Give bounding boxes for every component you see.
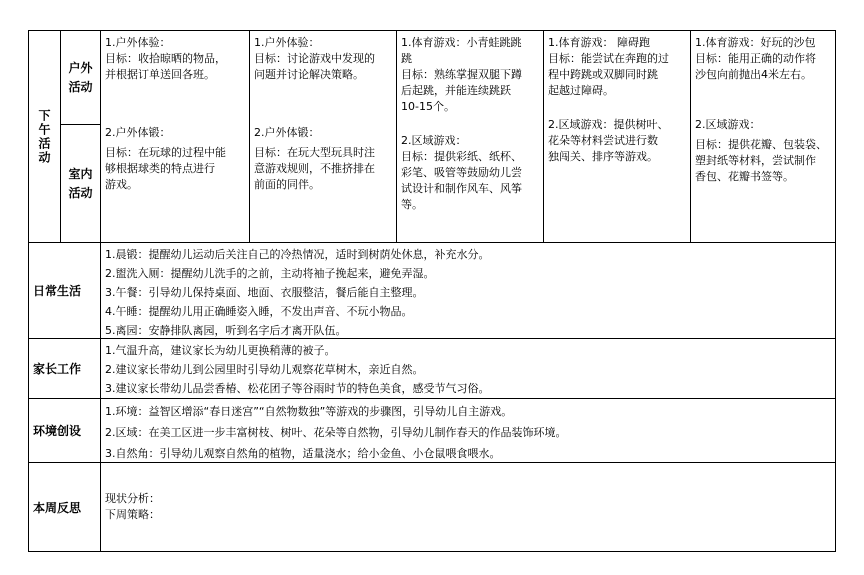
activity-line: 1.户外体验： bbox=[254, 36, 320, 49]
activity-line: 1.体育游戏： 障碍跑 bbox=[548, 36, 650, 49]
activity-line: 10-15个。 bbox=[401, 100, 455, 113]
day-column bbox=[101, 31, 250, 243]
activity-line: 目标：提供花瓣、包装袋、 bbox=[695, 138, 827, 151]
activity-line: 目标：讨论游戏中发现的 bbox=[254, 52, 375, 65]
outdoor-activity-label: 户外活动 bbox=[61, 31, 101, 125]
activity-line: 前面的同伴。 bbox=[254, 178, 320, 191]
status-analysis-label: 现状分析： bbox=[105, 492, 160, 505]
day-column bbox=[544, 31, 691, 243]
activity-line: 后起跳，并能连续跳跃 bbox=[401, 84, 511, 97]
environment-label: 环境创设 bbox=[29, 399, 101, 463]
activity-line: 目标：收拾晾晒的物品， bbox=[105, 52, 226, 65]
weekly-plan-table bbox=[28, 30, 836, 552]
activity-line: 2.户外体锻： bbox=[254, 126, 320, 139]
activity-line: 目标：在玩球的过程中能 bbox=[105, 146, 226, 159]
activity-line: 目标：能用正确的动作将 bbox=[695, 52, 816, 65]
activity-line: 2.区域游戏： bbox=[695, 118, 761, 131]
activity-line: 并根据订单送回各班。 bbox=[105, 68, 215, 81]
list-item: 2.盥洗入厕：提醒幼儿洗手的之前，主动将袖子挽起来，避免弄湿。 bbox=[105, 267, 435, 280]
activity-line: 1.体育游戏：小青蛙跳跳 bbox=[401, 36, 522, 49]
activity-line: 程中跨跳或双脚同时跳 bbox=[548, 68, 658, 81]
activity-line: 塑封纸等材料，尝试制作 bbox=[695, 154, 816, 167]
activity-line: 目标：熟练掌握双腿下蹲 bbox=[401, 68, 522, 81]
indoor-activity-label: 室内活动 bbox=[61, 125, 101, 243]
activity-line: 2.区域游戏： bbox=[401, 134, 467, 147]
activity-line: 意游戏规则，不推挤排在 bbox=[254, 162, 375, 175]
activity-line: 香包、花瓣书签等。 bbox=[695, 170, 794, 183]
reflection-content bbox=[101, 463, 835, 551]
activity-line: 独闯关、排序等游戏。 bbox=[548, 150, 658, 163]
afternoon-label: 下午活动 bbox=[29, 31, 61, 243]
activity-line: 够根据球类的特点进行 bbox=[105, 162, 215, 175]
parents-work-label: 家长工作 bbox=[29, 339, 101, 399]
activity-line: 跳 bbox=[401, 52, 412, 65]
parents-work-content bbox=[101, 339, 835, 399]
list-item: 1.环境：益智区增添“春日迷宫”“自然物数独”等游戏的步骤图，引导幼儿自主游戏。 bbox=[105, 405, 513, 418]
list-item: 2.建议家长带幼儿到公园里时引导幼儿观察花草树木，亲近自然。 bbox=[105, 363, 424, 376]
activity-line: 1.户外体验： bbox=[105, 36, 171, 49]
daily-life-content bbox=[101, 243, 835, 339]
activity-line: 目标：能尝试在奔跑的过 bbox=[548, 52, 669, 65]
activity-line: 2.区域游戏：提供树叶、 bbox=[548, 118, 669, 131]
list-item: 3.建议家长带幼儿品尝香椿、松花团子等谷雨时节的特色美食，感受节气习俗。 bbox=[105, 382, 490, 395]
activity-line: 等。 bbox=[401, 198, 423, 211]
activity-line: 问题并讨论解决策略。 bbox=[254, 68, 364, 81]
activity-line: 花朵等材料尝试进行数 bbox=[548, 134, 658, 147]
day-column bbox=[691, 31, 835, 243]
activity-line: 试设计和制作风车、风筝 bbox=[401, 182, 522, 195]
list-item: 1.晨锻：提醒幼儿运动后关注自己的冷热情况，适时到树荫处休息，补充水分。 bbox=[105, 248, 490, 261]
list-item: 2.区域：在美工区进一步丰富树枝、树叶、花朵等自然物，引导幼儿制作春天的作品装饰环境。 bbox=[105, 426, 567, 439]
list-item: 3.自然角：引导幼儿观察自然角的植物，适量浇水；给小金鱼、小仓鼠喂食喂水。 bbox=[105, 447, 501, 460]
activity-line: 目标：在玩大型玩具时注 bbox=[254, 146, 375, 159]
reflection-label: 本周反思 bbox=[29, 463, 101, 551]
activity-line: 目标：提供彩纸、纸杯、 bbox=[401, 150, 522, 163]
next-week-strategy-label: 下周策略： bbox=[105, 508, 160, 521]
environment-content bbox=[101, 399, 835, 463]
daily-life-label: 日常生活 bbox=[29, 243, 101, 339]
activity-line: 彩笔、吸管等鼓励幼儿尝 bbox=[401, 166, 522, 179]
activity-line: 沙包向前抛出4米左右。 bbox=[695, 68, 812, 81]
day-column bbox=[250, 31, 397, 243]
activity-line: 游戏。 bbox=[105, 178, 138, 191]
day-column bbox=[397, 31, 544, 243]
list-item: 3.午餐：引导幼儿保持桌面、地面、衣服整洁，餐后能自主整理。 bbox=[105, 286, 424, 299]
list-item: 1.气温升高，建议家长为幼儿更换稍薄的被子。 bbox=[105, 344, 336, 357]
list-item: 5.离园：安静排队离园，听到名字后才离开队伍。 bbox=[105, 324, 347, 337]
activity-line: 2.户外体锻： bbox=[105, 126, 171, 139]
list-item: 4.午睡：提醒幼儿用正确睡姿入睡，不发出声音、不玩小物品。 bbox=[105, 305, 413, 318]
activity-line: 1.体育游戏：好玩的沙包 bbox=[695, 36, 816, 49]
activity-line: 起越过障碍。 bbox=[548, 84, 614, 97]
